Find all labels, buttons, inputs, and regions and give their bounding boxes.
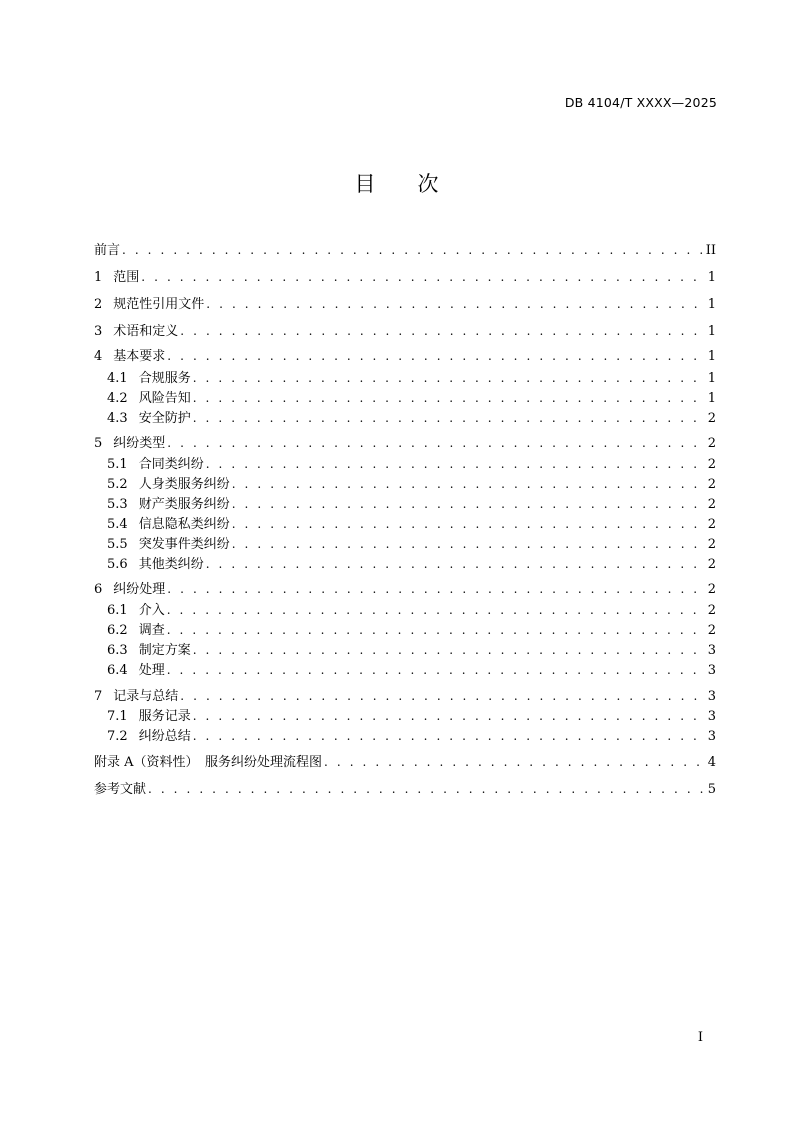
toc-page: 2 [707,477,716,492]
toc-entry-4[interactable] [94,346,716,366]
dot-leader [141,267,705,287]
toc-page: 1 [707,391,716,406]
title-char-1: 目 [354,172,376,196]
toc-label: 风险告知 [138,391,191,406]
toc-number: 7 [94,689,103,704]
toc-entry-6[interactable] [94,579,716,599]
toc-page: 1 [707,297,716,312]
toc-label: 前言 [94,243,121,258]
title-char-2: 次 [417,172,439,196]
toc-page: 2 [707,557,716,572]
toc-number: 5.3 [107,497,128,512]
toc-label: 人身类服务纠纷 [138,477,230,492]
toc-label: 服务记录 [138,709,191,724]
toc-page: 2 [707,411,716,426]
toc-page: 1 [707,324,716,339]
toc-page: 1 [707,371,716,386]
toc-number: 4.1 [107,371,128,386]
toc-number: 2 [94,297,103,312]
toc-entry-1[interactable] [94,267,716,287]
dot-leader [167,660,706,680]
page-number: I [697,1030,703,1045]
toc-label: 介入 [138,603,165,618]
toc-label: 规范性引用文件 [113,297,205,312]
toc-entry-6-3[interactable] [94,640,716,660]
toc-entry-appendix-a[interactable] [94,752,716,772]
toc-page: 3 [707,709,716,724]
toc-entry-5-4[interactable] [94,514,716,534]
toc-page: 3 [707,643,716,658]
page-title [0,168,793,198]
toc-label: 其他类纠纷 [138,557,204,572]
toc-entry-7-1[interactable] [94,706,716,726]
toc-label: 信息隐私类纠纷 [138,517,230,532]
dot-leader [122,240,704,260]
dot-leader [193,408,706,428]
toc-entry-5-3[interactable] [94,494,716,514]
toc-page: 2 [707,537,716,552]
toc-page: 3 [707,663,716,678]
toc-number: 6.2 [107,623,128,638]
dot-leader [193,640,706,660]
toc-page: 2 [707,623,716,638]
toc-label: 术语和定义 [113,324,179,339]
toc-page: 3 [707,729,716,744]
toc-label: 记录与总结 [113,689,179,704]
dot-leader [167,579,705,599]
toc-number: 3 [94,324,103,339]
toc-label: 制定方案 [138,643,191,658]
toc-label: 合规服务 [138,371,191,386]
toc-page: 2 [707,497,716,512]
dot-leader [232,474,706,494]
toc-entry-4-3[interactable] [94,408,716,428]
toc-page: 3 [707,689,716,704]
toc-entry-7-2[interactable] [94,726,716,746]
toc-entry-foreword[interactable] [94,240,716,260]
dot-leader [193,368,706,388]
toc-number: 7.2 [107,729,128,744]
toc-label: 基本要求 [113,349,166,364]
toc-number: 5.1 [107,457,128,472]
toc-entry-6-2[interactable] [94,620,716,640]
dot-leader [180,686,705,706]
dot-leader [206,294,705,314]
toc-number: 6.1 [107,603,128,618]
toc-entry-4-1[interactable] [94,368,716,388]
toc-page: 1 [707,270,716,285]
dot-leader [167,346,705,366]
dot-leader [232,534,706,554]
dot-leader [180,321,705,341]
toc-label: 纠纷处理 [113,582,166,597]
dot-leader [193,726,706,746]
toc-page: 4 [707,755,716,770]
toc-number: 5.2 [107,477,128,492]
dot-leader [148,779,706,799]
toc-number: 6 [94,582,103,597]
toc-label: 范围 [113,270,140,285]
document-code: DB 4104/T XXXX—2025 [564,95,717,110]
toc-entry-2[interactable] [94,294,716,314]
dot-leader [167,600,706,620]
toc-number: 4.3 [107,411,128,426]
toc-entry-5[interactable] [94,433,716,453]
toc-number: 6.4 [107,663,128,678]
toc-entry-7[interactable] [94,686,716,706]
toc-entry-5-2[interactable] [94,474,716,494]
dot-leader [193,706,706,726]
toc-entry-3[interactable] [94,321,716,341]
toc-label: 处理 [138,663,165,678]
toc-label: 纠纷类型 [113,436,166,451]
toc-number: 5 [94,436,103,451]
toc-number: 6.3 [107,643,128,658]
toc-entry-references[interactable] [94,779,716,799]
dot-leader [206,554,706,574]
toc-entry-4-2[interactable] [94,388,716,408]
toc-entry-5-1[interactable] [94,454,716,474]
toc-number: 5.6 [107,557,128,572]
toc-number: 7.1 [107,709,128,724]
toc-page: 2 [707,582,716,597]
toc-entry-5-6[interactable] [94,554,716,574]
toc-label: 调查 [138,623,165,638]
toc-page: 2 [707,436,716,451]
toc-entry-6-4[interactable] [94,660,716,680]
dot-leader [167,433,705,453]
toc-number: 4 [94,349,103,364]
toc-label: 纠纷总结 [138,729,191,744]
dot-leader [193,388,706,408]
toc-entry-6-1[interactable] [94,600,716,620]
toc-label: 参考文献 [94,782,147,797]
toc-label: 附录 A（资料性） 服务纠纷处理流程图 [94,755,323,770]
toc-number: 5.5 [107,537,128,552]
toc-number: 5.4 [107,517,128,532]
toc-page: II [705,243,716,258]
toc-page: 2 [707,517,716,532]
dot-leader [324,752,706,772]
dot-leader [167,620,706,640]
dot-leader [232,514,706,534]
dot-leader [206,454,706,474]
toc-label: 财产类服务纠纷 [138,497,230,512]
dot-leader [232,494,706,514]
toc-entry-5-5[interactable] [94,534,716,554]
toc-label: 突发事件类纠纷 [138,537,230,552]
toc-label: 合同类纠纷 [138,457,204,472]
toc-page: 2 [707,457,716,472]
toc-number: 1 [94,270,103,285]
toc-page: 2 [707,603,716,618]
toc-number: 4.2 [107,391,128,406]
toc-page: 5 [707,782,716,797]
toc-page: 1 [707,349,716,364]
toc-label: 安全防护 [138,411,191,426]
